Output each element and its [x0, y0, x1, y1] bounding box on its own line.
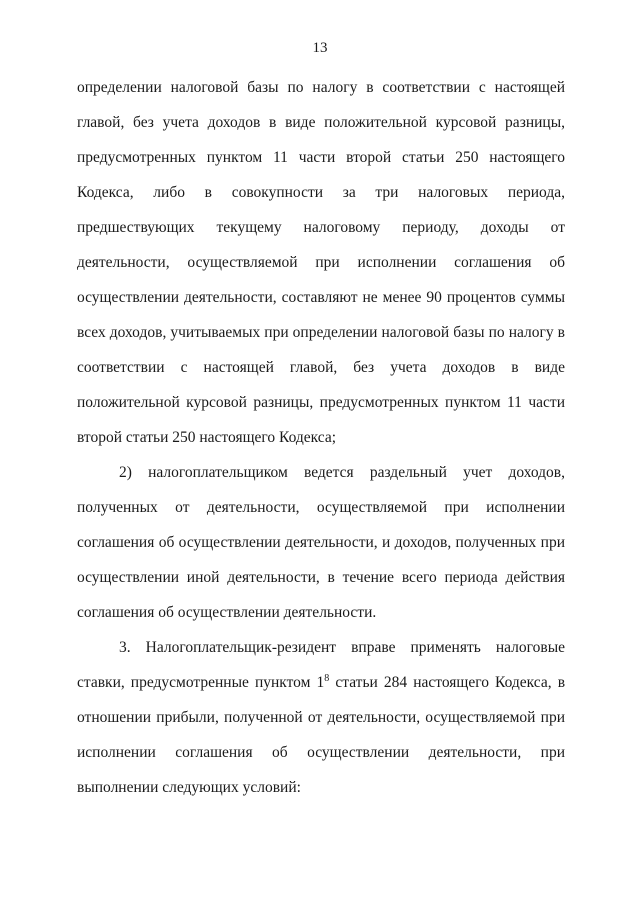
paragraph-item-3-text-start: 3. Налогоплательщик-резидент вправе применять налоговые ставки, предусмотренные пунктом 1	[77, 639, 565, 691]
page-number: 13	[312, 40, 328, 56]
paragraph-continuation: определении налоговой базы по налогу в соответствии с настоящей главой, без учета доходов в виде положительной курсовой разницы, предусмотренных пунктом 11 части второй статьи 250 настоящего Кодекса, либо в совокупности за три налоговых периода, предшествующих текущему налоговому периоду, доходы от деятельности, осуществляемой при исполнении соглашения об осуществлении деятельности, составляют не менее 90 процентов суммы всех доходов, учитываемых при определении налоговой базы по налогу в соответствии с настоящей главой, без учета доходов в виде положительной курсовой разницы, предусмотренных пунктом 11 части второй статьи 250 настоящего Кодекса;	[77, 79, 565, 446]
document-body	[77, 70, 565, 805]
paragraph-item-3-text-end: статьи 284 настоящего Кодекса, в отношении прибыли, полученной от деятельности, осуществляемой при исполнении соглашения об осуществлении деятельности, при выполнении следующих условий:	[77, 674, 566, 796]
superscript-index: 8	[324, 672, 330, 684]
paragraph-item-3	[77, 630, 565, 805]
paragraph-item-2: 2) налогоплательщиком ведется раздельный учет доходов, полученных от деятельности, осуществляемой при исполнении соглашения об осуществлении деятельности, и доходов, полученных при осуществлении иной деятельности, в течение всего периода действия соглашения об осуществлении деятельности.	[77, 464, 565, 621]
